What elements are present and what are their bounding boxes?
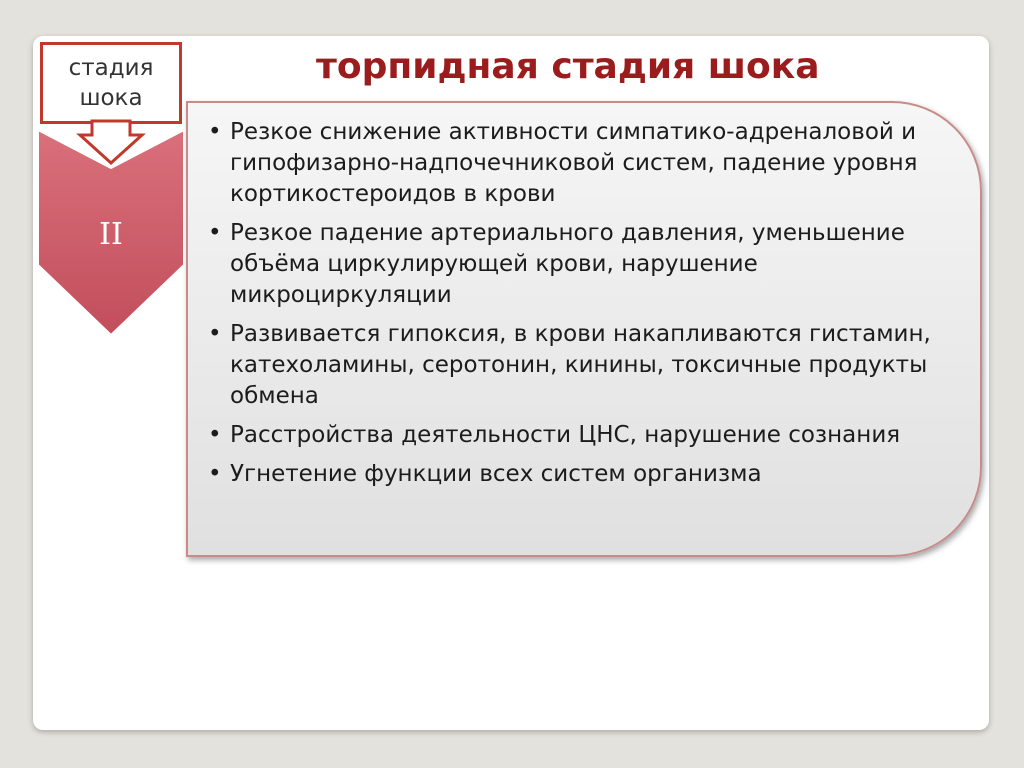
bullet-text: Резкое падение артериального давления, уменьшение объёма циркулирующей крови, нарушение микроциркуляции	[230, 220, 905, 308]
slide-title: торпидная стадия шока	[316, 46, 820, 87]
bullet-text: Резкое снижение активности симпатико-адреналовой и гипофизарно-надпочечниковой систем, падение уровня кортикостероидов в крови	[230, 119, 918, 207]
bullet-text: Развивается гипоксия, в крови накапливаются гистамин, катехоламины, серотонин, кинины, токсичные продукты обмена	[230, 321, 931, 409]
stage-label-text: стадия шока	[68, 55, 154, 111]
bullet-icon: •	[208, 321, 222, 347]
bullet-icon: •	[208, 461, 222, 487]
stage-label-box	[40, 42, 182, 124]
bullet-icon: •	[208, 119, 222, 145]
bullet-icon: •	[208, 422, 222, 448]
content-panel	[186, 101, 982, 557]
bullet-icon: •	[208, 220, 222, 246]
bullet-item	[206, 459, 950, 490]
bullet-item	[206, 319, 950, 412]
bullet-text: Расстройства деятельности ЦНС, нарушение сознания	[230, 422, 901, 448]
bullet-item	[206, 117, 950, 210]
bullet-item	[206, 420, 950, 451]
bullet-list	[206, 117, 950, 490]
stage-numeral: II	[99, 217, 123, 252]
bullet-text: Угнетение функции всех систем организма	[230, 461, 762, 487]
bullet-item	[206, 218, 950, 311]
down-arrow-icon	[78, 121, 144, 165]
